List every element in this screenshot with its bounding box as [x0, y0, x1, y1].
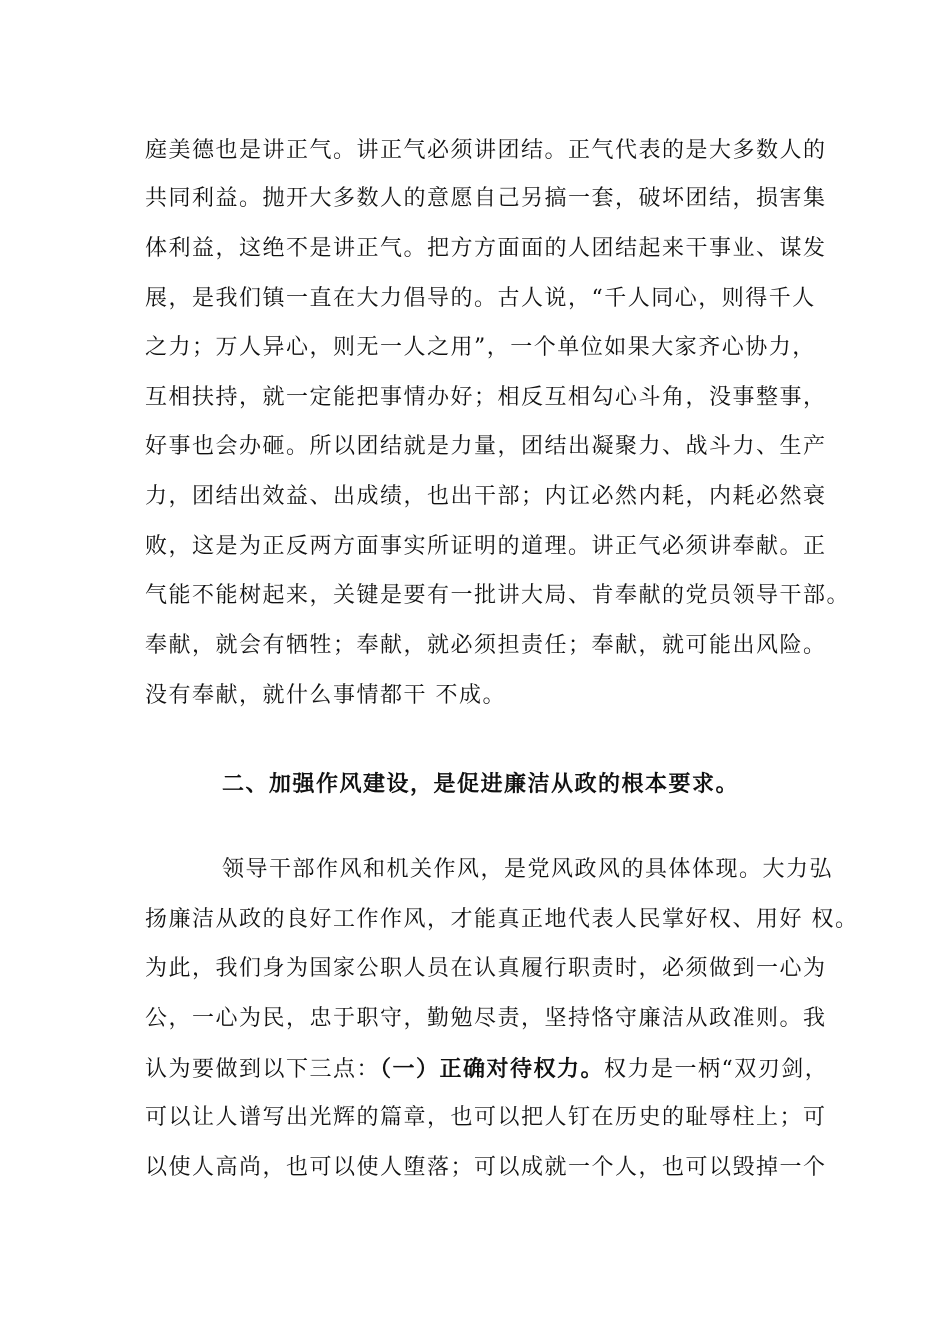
paragraph-line: 展，是我们镇一直在大力倡导的。古人说，“千人同心，则得千人: [145, 286, 816, 311]
paragraph-line: 气能不能树起来，关键是要有一批讲大局、肯奉献的党员领导干部。: [145, 583, 851, 608]
paragraph-line: 公，一心为民，忠于职守，勤勉尽责，坚持恪守廉洁从政准则。我: [145, 1006, 827, 1031]
paragraph-line: 没有奉献，就什么事情都干 不成。: [145, 683, 506, 708]
paragraph-line: [145, 1054, 828, 1084]
paragraph-line: 庭美德也是讲正气。讲正气必须讲团结。正气代表的是大多数人的: [145, 138, 827, 163]
paragraph-line: 奉献，就会有牺牲；奉献，就必须担责任；奉献，就可能出风险。: [145, 633, 827, 658]
line-text: 权力是一柄“双刃剑，: [604, 1057, 829, 1082]
paragraph-line: 互相扶持，就一定能把事情办好；相反互相勾心斗角，没事整事，: [145, 385, 827, 410]
paragraph-line: 以使人高尚，也可以使人堕落；可以成就一个人，也可以毁掉一个: [145, 1155, 827, 1180]
paragraph-line: 领导干部作风和机关作风，是党风政风的具体体现。大力弘: [222, 857, 834, 882]
paragraph-line: 扬廉洁从政的良好工作作风，才能真正地代表人民掌好权、用好 权。: [145, 907, 859, 932]
section-heading: 二、加强作风建设，是促进廉洁从政的根本要求。: [222, 771, 740, 797]
paragraph-line: 败，这是为正反两方面事实所证明的道理。讲正气必须讲奉献。正: [145, 534, 827, 559]
paragraph-line: 之力；万人异心，则无一人之用”，一个单位如果大家齐心协力，: [145, 335, 816, 360]
paragraph-line: 好事也会办砸。所以团结就是力量，团结出凝聚力、战斗力、生产: [145, 434, 827, 459]
paragraph-line: 为此，我们身为国家公职人员在认真履行职责时，必须做到一心为: [145, 956, 827, 981]
paragraph-line: 力，团结出效益、出成绩，也出干部；内讧必然内耗，内耗必然衰: [145, 484, 827, 509]
paragraph-line: 可以让人谱写出光辉的篇章，也可以把人钉在历史的耻辱柱上；可: [145, 1105, 827, 1130]
paragraph-line: 共同利益。抛开大多数人的意愿自己另搞一套，破坏团结，损害集: [145, 186, 827, 211]
bold-subheading: （一）正确对待权力。: [380, 1056, 605, 1082]
line-text: 认为要做到以下三点：: [145, 1057, 381, 1082]
paragraph-line: 体利益，这绝不是讲正气。把方方面面的人团结起来干事业、谋发: [145, 236, 827, 261]
